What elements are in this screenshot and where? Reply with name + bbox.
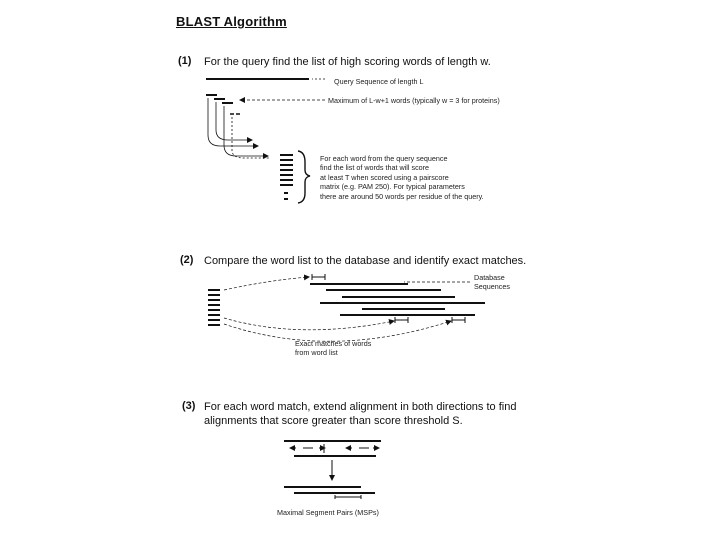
page-title: BLAST Algorithm (176, 14, 287, 29)
word-list-note-line: find the list of words that will score (320, 163, 430, 173)
maximum-words-label: Maximum of L-w+1 words (typically w = 3 for proteins) (328, 96, 500, 105)
match-curve (224, 321, 451, 341)
step-2-text: Compare the word list to the database and identify exact matches. (204, 255, 527, 267)
step-3-number: (3) (182, 400, 196, 412)
msp-label: Maximal Segment Pairs (MSPs) (277, 508, 379, 517)
extension-arrows (290, 444, 379, 453)
word-expansion-arrows (208, 98, 270, 158)
step-1-text: For the query find the list of high scoring words of length w. (204, 56, 491, 68)
step-3-text-line: For each word match, extend alignment in both directions to find (204, 401, 517, 413)
database-label-line: Database (474, 273, 505, 282)
word-list-stack-2 (208, 290, 220, 325)
match-curve (224, 318, 394, 330)
msp-segments (284, 487, 375, 493)
expansion-arrow (216, 102, 252, 140)
expansion-arrow (232, 117, 270, 158)
expansion-arrow (208, 98, 258, 146)
word-list-stack (280, 155, 293, 199)
database-label-line: Sequences (474, 282, 510, 292)
exact-matches-line: Exact matches of words (295, 339, 372, 348)
word-list-note-line: For each word from the query sequence (320, 154, 448, 163)
exact-matches-line: from word list (295, 348, 338, 358)
word-list-note-line: matrix (e.g. PAM 250). For typical parameters (320, 182, 465, 192)
match-curve (224, 277, 309, 290)
word-list-brace (298, 151, 310, 203)
step-1-number: (1) (178, 55, 192, 67)
query-sequence-label: Query Sequence of length L (334, 77, 424, 86)
query-words (206, 95, 241, 114)
step-2-number: (2) (180, 254, 194, 266)
word-list-note-line: there are around 50 words per residue of the query. (320, 191, 484, 201)
word-list-note-line: at least T when scored using a pairscore (320, 172, 449, 182)
database-sequences (310, 284, 485, 315)
step-3-text-line: alignments that score greater than score threshold S. (204, 415, 463, 427)
msp-brackets (335, 495, 361, 499)
